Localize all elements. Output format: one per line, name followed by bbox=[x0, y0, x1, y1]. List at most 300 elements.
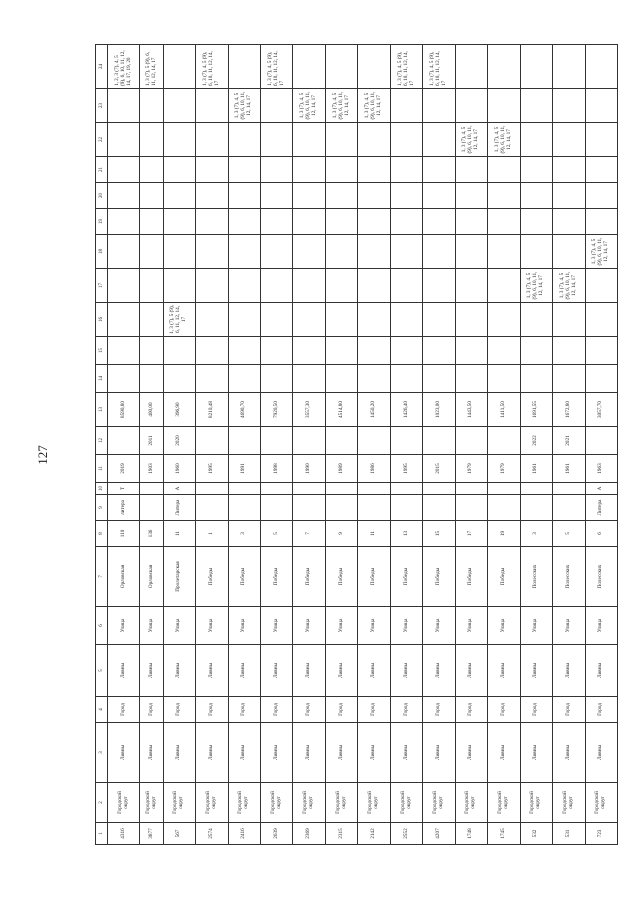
table-cell bbox=[455, 235, 487, 269]
header-cell: 20 bbox=[96, 183, 108, 209]
table-row bbox=[196, 45, 228, 845]
table-cell: 2015 bbox=[423, 455, 455, 483]
table-cell: Ливны bbox=[358, 723, 390, 783]
table-cell: 1, 3 (7), 4, 5 (9), 6, 10, 11, 12, 14, 17 bbox=[358, 89, 390, 123]
table-cell: 1961 bbox=[553, 455, 585, 483]
table-cell: 4690,70 bbox=[228, 393, 260, 427]
table-cell: Город bbox=[293, 697, 325, 723]
header-cell: 8 bbox=[96, 521, 108, 547]
table-cell bbox=[108, 123, 140, 157]
table-cell: 1, 3 (7), 4, 5 (9), 6, 10, 11, 12, 14, 17 bbox=[423, 45, 455, 89]
table-row bbox=[585, 45, 617, 845]
table-cell bbox=[108, 337, 140, 365]
table-cell bbox=[585, 183, 617, 209]
table-cell bbox=[488, 365, 520, 393]
table-cell: 3 bbox=[520, 521, 552, 547]
table-cell: Ливны bbox=[196, 645, 228, 697]
table-cell bbox=[293, 183, 325, 209]
table-cell bbox=[390, 183, 422, 209]
table-cell bbox=[293, 303, 325, 337]
table-cell: Городской округ bbox=[108, 783, 140, 823]
header-cell: 15 bbox=[96, 337, 108, 365]
table-cell: 1443,50 bbox=[455, 393, 487, 427]
table-cell: Ливны bbox=[423, 723, 455, 783]
table-cell: Город bbox=[163, 697, 195, 723]
table-cell bbox=[358, 495, 390, 521]
table-cell: 1961 bbox=[520, 455, 552, 483]
table-cell bbox=[455, 303, 487, 337]
table-cell: Ливны bbox=[140, 723, 163, 783]
table-cell bbox=[358, 427, 390, 455]
table-cell bbox=[423, 183, 455, 209]
table-cell: Ливны bbox=[261, 723, 293, 783]
table-row bbox=[455, 45, 487, 845]
table-cell bbox=[455, 209, 487, 235]
table-cell: Литера bbox=[163, 495, 195, 521]
table-cell bbox=[488, 495, 520, 521]
table-cell bbox=[293, 483, 325, 495]
table-cell bbox=[325, 157, 357, 183]
table-cell: Победы bbox=[358, 547, 390, 607]
table-cell: Победы bbox=[228, 547, 260, 607]
table-cell: 1691,55 bbox=[520, 393, 552, 427]
table-cell: 1, 3 (7), 4, 5 (9), 6, 10, 11, 12, 14, 17 bbox=[553, 269, 585, 303]
table-cell: 1986 bbox=[358, 455, 390, 483]
header-cell: 19 bbox=[96, 209, 108, 235]
table-cell bbox=[488, 303, 520, 337]
table-cell: 1979 bbox=[455, 455, 487, 483]
table-cell: 11 bbox=[163, 521, 195, 547]
table-cell bbox=[488, 269, 520, 303]
table-cell bbox=[325, 495, 357, 521]
header-cell: 23 bbox=[96, 89, 108, 123]
table-cell bbox=[108, 427, 140, 455]
table-cell bbox=[163, 235, 195, 269]
table-cell bbox=[228, 303, 260, 337]
table-cell bbox=[585, 209, 617, 235]
table-cell bbox=[488, 209, 520, 235]
table-cell bbox=[358, 157, 390, 183]
table-cell bbox=[585, 303, 617, 337]
table-cell: Ливны bbox=[390, 723, 422, 783]
table-cell: Ливны bbox=[553, 645, 585, 697]
table-cell bbox=[196, 303, 228, 337]
table-cell: Улица bbox=[261, 607, 293, 645]
table-cell: Ливны bbox=[228, 645, 260, 697]
table-cell bbox=[455, 157, 487, 183]
table-row bbox=[108, 45, 140, 845]
table-cell bbox=[261, 495, 293, 521]
table-cell bbox=[553, 89, 585, 123]
table-cell bbox=[228, 183, 260, 209]
table-cell: 3877 bbox=[140, 823, 163, 845]
table-cell: Городской округ bbox=[140, 783, 163, 823]
header-cell: 2 bbox=[96, 783, 108, 823]
table-cell bbox=[261, 269, 293, 303]
table-cell bbox=[488, 157, 520, 183]
register-table bbox=[95, 44, 618, 845]
table-cell bbox=[585, 269, 617, 303]
table-cell: 1990 bbox=[293, 455, 325, 483]
table-cell: 1, 3 (7), 4, 5 (9), 6, 10, 11, 12, 14, 17 bbox=[390, 45, 422, 89]
table-cell bbox=[196, 183, 228, 209]
table-cell: Город bbox=[325, 697, 357, 723]
table-cell: 2369 bbox=[293, 823, 325, 845]
table-cell: 1, 3 (7), 4, 5 (9), 6, 10, 11, 12, 14, 17 bbox=[293, 89, 325, 123]
page-number: 127 bbox=[35, 445, 50, 465]
table-cell: 15 bbox=[423, 521, 455, 547]
table-cell: 17 bbox=[455, 521, 487, 547]
table-cell bbox=[196, 157, 228, 183]
table-cell bbox=[293, 123, 325, 157]
table-cell bbox=[325, 45, 357, 89]
header-cell: 10 bbox=[96, 483, 108, 495]
table-cell: Ливны bbox=[488, 723, 520, 783]
table-cell: 1, 3 (7), 4, 5 (9), 6, 10, 11, 12, 14, 17 bbox=[228, 89, 260, 123]
table-cell bbox=[423, 269, 455, 303]
table-cell: 2552 bbox=[390, 823, 422, 845]
table-cell bbox=[390, 209, 422, 235]
table-cell: Победы bbox=[293, 547, 325, 607]
table-cell bbox=[228, 483, 260, 495]
table-cell: 7920,50 bbox=[261, 393, 293, 427]
table-cell: 1, 3 (7), 4, 5 (9), 6, 10, 11, 12, 14, 17 bbox=[325, 89, 357, 123]
table-cell: 1998 bbox=[261, 455, 293, 483]
table-cell bbox=[108, 89, 140, 123]
table-cell bbox=[261, 235, 293, 269]
table-cell bbox=[585, 365, 617, 393]
table-cell: Улица bbox=[293, 607, 325, 645]
table-cell: 110 bbox=[108, 521, 140, 547]
table-cell: Т bbox=[108, 483, 140, 495]
table-cell: 2019 bbox=[108, 455, 140, 483]
table-cell bbox=[140, 337, 163, 365]
table-cell: 4207 bbox=[423, 823, 455, 845]
table-cell: Город bbox=[228, 697, 260, 723]
table-cell bbox=[423, 365, 455, 393]
table-cell: Город bbox=[140, 697, 163, 723]
table-cell: 396,90 bbox=[163, 393, 195, 427]
table-cell bbox=[163, 209, 195, 235]
table-cell bbox=[140, 209, 163, 235]
table-cell: Улица bbox=[228, 607, 260, 645]
table-cell bbox=[140, 483, 163, 495]
table-cell: Город bbox=[553, 697, 585, 723]
table-cell bbox=[293, 427, 325, 455]
header-cell: 16 bbox=[96, 303, 108, 337]
table-cell bbox=[196, 269, 228, 303]
table-cell: Ливны bbox=[455, 723, 487, 783]
header-cell: 9 bbox=[96, 495, 108, 521]
table-cell: 1989 bbox=[325, 455, 357, 483]
table-cell: 3557,30 bbox=[293, 393, 325, 427]
table-cell: Улица bbox=[553, 607, 585, 645]
table-cell: Улица bbox=[163, 607, 195, 645]
table-cell bbox=[293, 235, 325, 269]
table-cell bbox=[455, 183, 487, 209]
table-cell bbox=[140, 183, 163, 209]
header-cell: 5 bbox=[96, 645, 108, 697]
table-cell: 532 bbox=[520, 823, 552, 845]
table-cell bbox=[553, 235, 585, 269]
table-cell bbox=[423, 89, 455, 123]
table-cell: 1 bbox=[196, 521, 228, 547]
table-cell bbox=[108, 183, 140, 209]
table-row bbox=[520, 45, 552, 845]
table-row bbox=[140, 45, 163, 845]
table-cell: Ливны bbox=[520, 723, 552, 783]
table-cell: Ливны bbox=[108, 723, 140, 783]
table-cell bbox=[358, 337, 390, 365]
table-cell bbox=[163, 183, 195, 209]
table-cell bbox=[325, 235, 357, 269]
table-cell: Победы bbox=[390, 547, 422, 607]
table-cell bbox=[140, 157, 163, 183]
table-cell: Улица bbox=[455, 607, 487, 645]
table-cell: Городской округ bbox=[390, 783, 422, 823]
table-cell: Ливны bbox=[423, 645, 455, 697]
table-cell: Город bbox=[358, 697, 390, 723]
table-cell bbox=[455, 269, 487, 303]
header-cell: 17 bbox=[96, 269, 108, 303]
table-cell: Полесских bbox=[585, 547, 617, 607]
table-cell bbox=[390, 495, 422, 521]
table-cell: Городской округ bbox=[228, 783, 260, 823]
header-cell: 14 bbox=[96, 365, 108, 393]
table-cell bbox=[228, 209, 260, 235]
table-cell: Город bbox=[520, 697, 552, 723]
table-cell bbox=[520, 365, 552, 393]
table-cell bbox=[196, 89, 228, 123]
table-cell: Городской округ bbox=[358, 783, 390, 823]
table-cell bbox=[163, 269, 195, 303]
table-cell bbox=[163, 157, 195, 183]
table-cell bbox=[488, 337, 520, 365]
table-cell: 1, 3 (7), 4, 5 (9), 6, 10, 11, 12, 14, 17 bbox=[585, 235, 617, 269]
table-cell bbox=[455, 337, 487, 365]
table-cell bbox=[325, 123, 357, 157]
rotated-table-container bbox=[95, 45, 618, 845]
table-cell bbox=[423, 235, 455, 269]
table-cell: 2574 bbox=[196, 823, 228, 845]
table-cell: 2022 bbox=[520, 427, 552, 455]
table-cell: 6 bbox=[585, 521, 617, 547]
table-cell: 1995 bbox=[196, 455, 228, 483]
table-cell bbox=[358, 209, 390, 235]
table-cell: 2142 bbox=[358, 823, 390, 845]
table-cell: 5 bbox=[553, 521, 585, 547]
table-cell bbox=[325, 303, 357, 337]
table-cell: Ливны bbox=[163, 723, 195, 783]
table-cell bbox=[228, 123, 260, 157]
table-cell bbox=[228, 269, 260, 303]
table-cell: Улица bbox=[423, 607, 455, 645]
table-cell bbox=[423, 123, 455, 157]
table-cell: 1, 3 (7), 5 (9), 6, 11, 12, 14, 17 bbox=[163, 303, 195, 337]
table-cell bbox=[261, 337, 293, 365]
table-cell bbox=[520, 209, 552, 235]
table-cell bbox=[553, 365, 585, 393]
table-cell bbox=[488, 183, 520, 209]
table-cell bbox=[585, 45, 617, 89]
table-cell: Городской округ bbox=[293, 783, 325, 823]
table-cell bbox=[585, 89, 617, 123]
header-cell: 6 bbox=[96, 607, 108, 645]
table-cell bbox=[520, 45, 552, 89]
table-cell bbox=[520, 157, 552, 183]
table-cell bbox=[228, 365, 260, 393]
table-cell bbox=[585, 157, 617, 183]
table-cell bbox=[390, 235, 422, 269]
table-cell bbox=[423, 495, 455, 521]
table-cell: 1023,00 bbox=[423, 393, 455, 427]
table-cell: Ливны bbox=[293, 723, 325, 783]
table-cell bbox=[108, 365, 140, 393]
table-cell: 1995 bbox=[390, 455, 422, 483]
table-cell bbox=[553, 337, 585, 365]
table-cell: 1991 bbox=[228, 455, 260, 483]
table-cell: Ливны bbox=[390, 645, 422, 697]
table-cell: Улица bbox=[488, 607, 520, 645]
table-cell: Городской округ bbox=[325, 783, 357, 823]
table-cell: Ливны bbox=[488, 645, 520, 697]
table-cell: 1, 3 (7), 5 (9), 6, 11, 12, 14, 17 bbox=[140, 45, 163, 89]
table-cell bbox=[325, 337, 357, 365]
table-cell bbox=[553, 209, 585, 235]
table-cell: 5 bbox=[261, 521, 293, 547]
table-cell: Победы bbox=[325, 547, 357, 607]
table-cell bbox=[108, 209, 140, 235]
table-cell: Ливны bbox=[455, 645, 487, 697]
table-cell bbox=[423, 337, 455, 365]
table-cell bbox=[293, 495, 325, 521]
table-cell: Ливны bbox=[325, 645, 357, 697]
table-cell: 1748 bbox=[455, 823, 487, 845]
table-cell bbox=[293, 209, 325, 235]
table-cell: 2315 bbox=[325, 823, 357, 845]
table-cell: Город bbox=[423, 697, 455, 723]
table-cell: Победы bbox=[196, 547, 228, 607]
table-cell: 723 bbox=[585, 823, 617, 845]
table-cell: 8590,80 bbox=[108, 393, 140, 427]
table-cell bbox=[455, 365, 487, 393]
table-cell bbox=[423, 303, 455, 337]
table-cell: 2020 bbox=[163, 427, 195, 455]
table-cell bbox=[140, 123, 163, 157]
table-cell: Ливны bbox=[261, 645, 293, 697]
table-cell bbox=[261, 183, 293, 209]
table-cell: Ливны bbox=[196, 723, 228, 783]
table-cell: 13 bbox=[390, 521, 422, 547]
table-cell: Победы bbox=[455, 547, 487, 607]
table-cell: 1, 3 (7), 4, 5 (9), 6, 10, 11, 12, 14, 17 bbox=[488, 123, 520, 157]
table-cell bbox=[196, 123, 228, 157]
table-cell: 4514,80 bbox=[325, 393, 357, 427]
header-cell: 7 bbox=[96, 547, 108, 607]
table-cell bbox=[390, 269, 422, 303]
table-cell bbox=[520, 483, 552, 495]
table-cell bbox=[140, 235, 163, 269]
table-row bbox=[488, 45, 520, 845]
table-cell bbox=[163, 365, 195, 393]
table-cell: 3 bbox=[228, 521, 260, 547]
table-cell: 1426,40 bbox=[390, 393, 422, 427]
table-cell bbox=[520, 183, 552, 209]
table-cell bbox=[585, 427, 617, 455]
table-cell: Улица bbox=[196, 607, 228, 645]
table-cell bbox=[293, 157, 325, 183]
table-cell: Город bbox=[390, 697, 422, 723]
table-row bbox=[325, 45, 357, 845]
table-cell: Ливны bbox=[293, 645, 325, 697]
table-cell: 136 bbox=[140, 521, 163, 547]
table-cell bbox=[325, 183, 357, 209]
table-cell bbox=[390, 365, 422, 393]
table-cell bbox=[390, 483, 422, 495]
table-cell bbox=[325, 269, 357, 303]
table-cell: 2011 bbox=[140, 427, 163, 455]
table-cell bbox=[325, 427, 357, 455]
header-row bbox=[96, 45, 108, 845]
table-cell: 2021 bbox=[553, 427, 585, 455]
table-cell bbox=[553, 157, 585, 183]
table-cell bbox=[423, 209, 455, 235]
table-cell: 1, 2, 3 (7), 4, 5 (9), 6, 10, 11, 12, 14, 17, 19, 20 bbox=[108, 45, 140, 89]
table-cell bbox=[520, 235, 552, 269]
table-cell: Победы bbox=[261, 547, 293, 607]
table-cell bbox=[261, 483, 293, 495]
table-cell: Городской округ bbox=[261, 783, 293, 823]
table-cell bbox=[163, 337, 195, 365]
table-cell bbox=[390, 303, 422, 337]
header-cell: 12 bbox=[96, 427, 108, 455]
table-cell: А bbox=[585, 483, 617, 495]
table-row bbox=[390, 45, 422, 845]
table-cell bbox=[585, 123, 617, 157]
table-cell bbox=[390, 427, 422, 455]
table-cell: 7 bbox=[293, 521, 325, 547]
table-cell: 1672,80 bbox=[553, 393, 585, 427]
table-cell bbox=[520, 123, 552, 157]
header-cell: 11 bbox=[96, 455, 108, 483]
table-cell bbox=[358, 365, 390, 393]
table-cell bbox=[423, 483, 455, 495]
table-cell: Городской округ bbox=[196, 783, 228, 823]
table-cell bbox=[553, 183, 585, 209]
table-cell: Ливны bbox=[520, 645, 552, 697]
table-cell bbox=[293, 337, 325, 365]
table-cell bbox=[455, 495, 487, 521]
table-cell bbox=[196, 427, 228, 455]
table-cell: Улица bbox=[108, 607, 140, 645]
table-cell: 531 bbox=[553, 823, 585, 845]
table-cell bbox=[261, 427, 293, 455]
table-cell: 3057,70 bbox=[585, 393, 617, 427]
table-cell: Городской округ bbox=[520, 783, 552, 823]
table-cell bbox=[325, 209, 357, 235]
table-cell: 1450,20 bbox=[358, 393, 390, 427]
table-cell: Орловская bbox=[108, 547, 140, 607]
table-cell: Ливны bbox=[553, 723, 585, 783]
table-cell bbox=[358, 303, 390, 337]
table-cell: Ливны bbox=[358, 645, 390, 697]
table-row bbox=[163, 45, 195, 845]
table-cell: Городской округ bbox=[163, 783, 195, 823]
table-cell: 1, 3 (7), 4, 5 (9), 6, 10, 11, 12, 14, 17 bbox=[196, 45, 228, 89]
table-cell bbox=[261, 303, 293, 337]
header-cell: 22 bbox=[96, 123, 108, 157]
table-cell: Пролетарская bbox=[163, 547, 195, 607]
